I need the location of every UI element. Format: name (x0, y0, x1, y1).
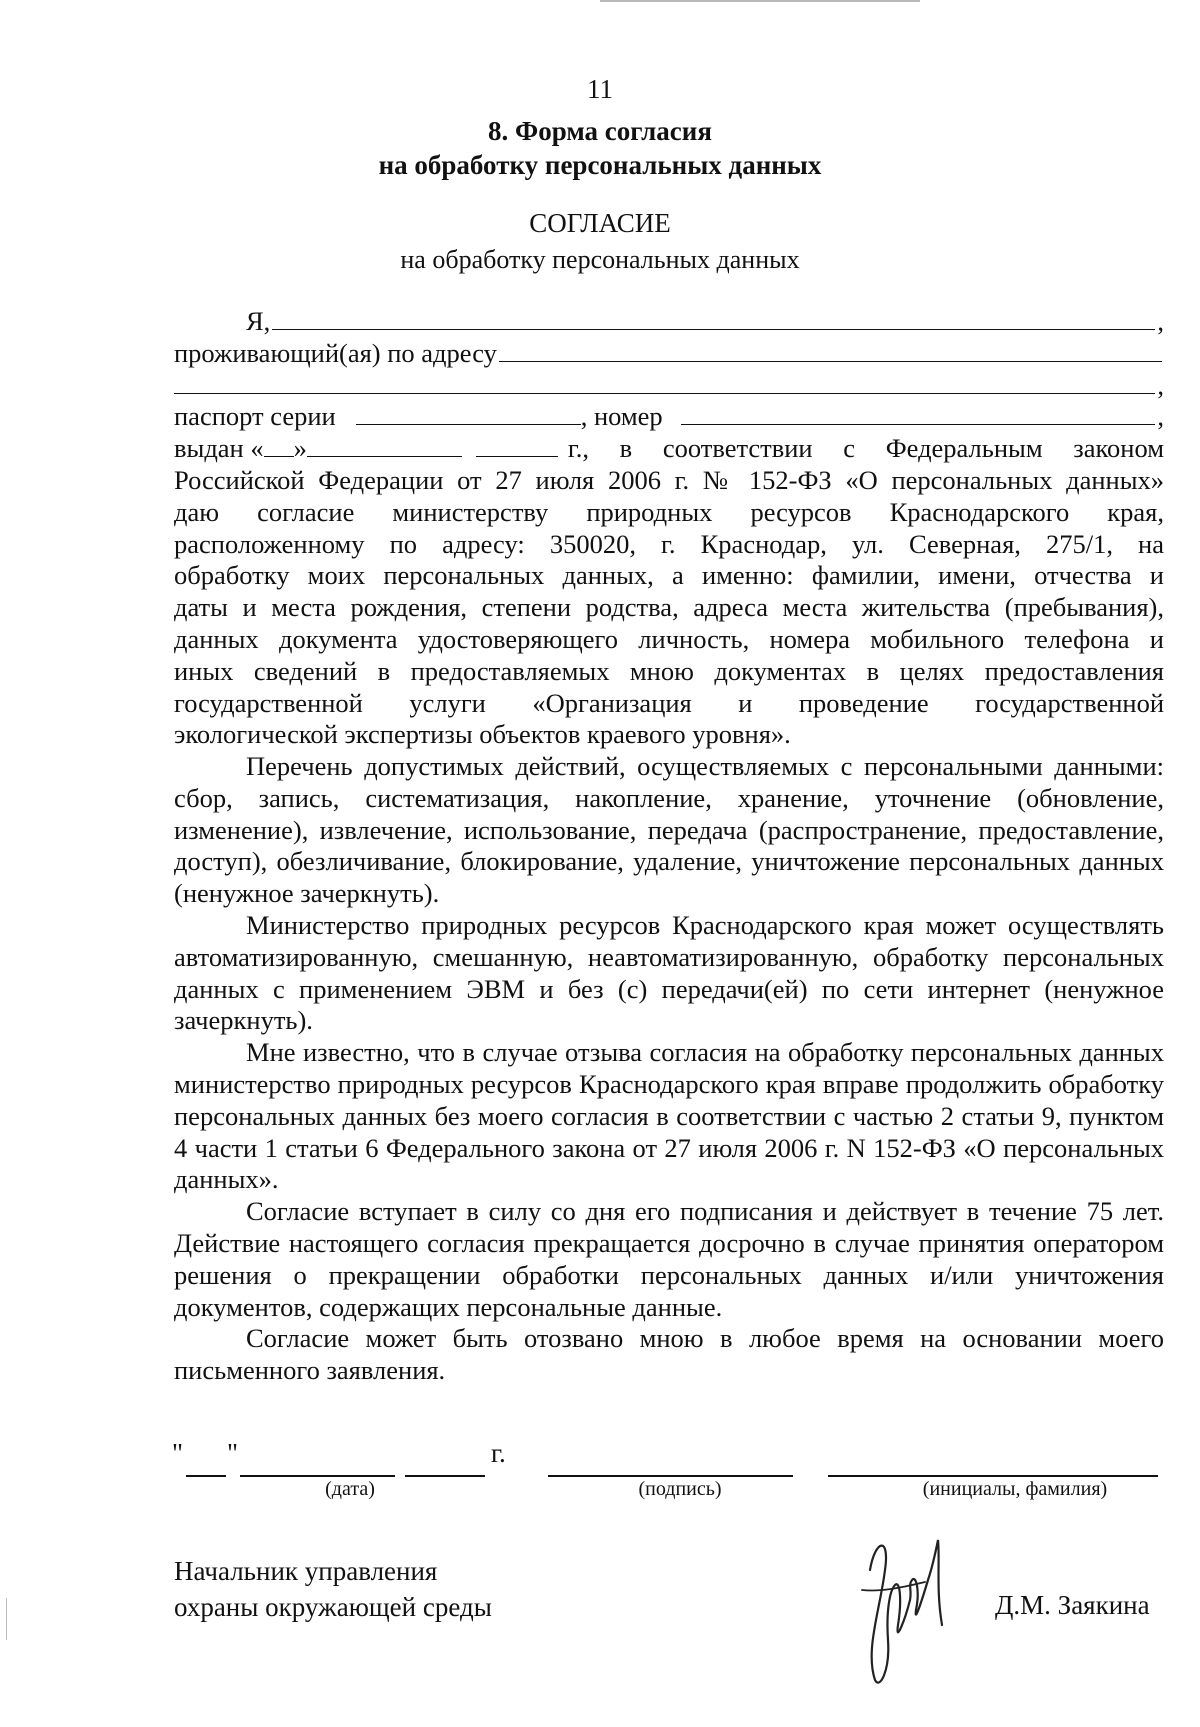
issued-day-blank[interactable] (264, 434, 294, 457)
paragraph-withdrawal: Мне известно, что в случае отзыва согласия на обработку персональных данных министерство природных ресурсов Краснодарского края вправе продолжить обработку персональных данных без моего согласия в соответствии с частью 2 статьи 9, пунктом 4 части 1 статьи 6 Федерального закона от 27 июля 2006 г. N 152-ФЗ «О персональных данных». (174, 1037, 1164, 1195)
paragraph-actions: Перечень допустимых действий, осуществляемых с персональными данными: сбор, запись, систематизация, накопление, хранение, уточнение (обновление, изменение), извлечение, использование, передача (распространение, предоставление, доступ), обезличивание, блокирование, удаление, уничтожение персональных данных (ненужное зачеркнуть). (174, 751, 1164, 909)
address-blank-2[interactable] (174, 371, 1155, 394)
paragraph-processing: Министерство природных ресурсов Краснодарского края может осуществлять автоматизированную, смешанную, неавтоматизированную, обработку персональных данных с применением ЭВМ и без (с) передачи(ей) по сети интернет (ненужное зачеркнуть). (174, 909, 1164, 1036)
year-blank[interactable] (405, 1475, 485, 1477)
document-title: СОГЛАСИЕ (529, 208, 671, 238)
date-label: (дата) (325, 1478, 375, 1500)
address-blank[interactable] (499, 339, 1162, 362)
initials-label: (инициалы, фамилия) (922, 1478, 1108, 1500)
consent-line: экологической экспертизы объектов краевого уровня». (174, 719, 791, 750)
address-line (174, 338, 1164, 370)
day-blank[interactable] (186, 1475, 226, 1477)
form-fields (174, 306, 1164, 465)
chief-title (174, 1553, 492, 1625)
year-suffix: г. (491, 1438, 506, 1468)
scan-edge-mark (6, 1598, 7, 1640)
issued-month-blank[interactable] (307, 434, 462, 457)
issued-mid: » (293, 433, 307, 464)
signature-label: (подпись) (638, 1478, 722, 1500)
address-line-2 (174, 370, 1164, 402)
initials-blank[interactable] (828, 1475, 1158, 1477)
month-blank[interactable] (240, 1475, 395, 1477)
consent-line: данных документа удостоверяющего личность, номера мобильного телефона и (174, 623, 1164, 654)
handwritten-signature-icon (850, 1530, 960, 1690)
issued-prefix: выдан « (174, 433, 264, 464)
signature-blank[interactable] (548, 1475, 793, 1477)
paragraph-consent (174, 465, 1164, 751)
date-quote-close: " (227, 1438, 239, 1468)
name-line (174, 306, 1164, 338)
ya-label: Я, (246, 306, 271, 336)
scan-edge-mark (600, 0, 920, 2)
comma: , (1157, 401, 1164, 432)
issued-rest: г., в соответствии с Федеральным законом (567, 433, 1164, 464)
full-name-blank[interactable] (272, 307, 1155, 330)
chief-title-line: охраны окружающей среды (174, 1592, 492, 1622)
consent-line: государственной услуги «Организация и проведение государственной (174, 687, 1164, 718)
paragraph-validity: Согласие вступает в силу со дня его подписания и действует в течение 75 лет. Действие настоящего согласия прекращается досрочно в случае принятия оператором решения о прекращении обработки персональных данных и/или уничтожения документов, содержащих персональные данные. (174, 1196, 1164, 1322)
passport-number-blank[interactable] (681, 402, 1156, 425)
date-quote-open: " (172, 1438, 184, 1468)
number-label: , номер (580, 401, 663, 432)
chief-title-line: Начальник управления (174, 1556, 438, 1586)
passport-series-label: паспорт серии (174, 401, 336, 432)
comma: , (1157, 369, 1164, 400)
issued-line (174, 433, 1164, 465)
consent-line: расположенному по адресу: 350020, г. Краснодар, ул. Северная, 275/1, на (174, 528, 1164, 559)
address-label: проживающий(ая) по адресу (174, 337, 497, 368)
section-title: 8. Форма согласия (488, 116, 712, 146)
consent-line: Российской Федерации от 27 июля 2006 г. № 152-ФЗ «О персональных данных» (174, 465, 1164, 495)
paragraphs (174, 751, 1164, 1387)
paragraph-revocation: Согласие может быть отозвано мною в любое время на основании моего письменного заявления. (174, 1323, 1164, 1386)
passport-series-blank[interactable] (356, 402, 581, 425)
section-subtitle: на обработку персональных данных (378, 150, 822, 180)
document-subtitle: на обработку персональных данных (400, 245, 800, 274)
page-number: 11 (587, 74, 613, 104)
comma: , (1157, 306, 1164, 336)
consent-line: обработку моих персональных данных, а именно: фамилии, имени, отчества и (174, 560, 1164, 591)
passport-line (174, 401, 1164, 433)
consent-line: даю согласие министерству природных ресурсов Краснодарского края, (174, 496, 1164, 527)
chief-name: Д.М. Заякина (995, 1590, 1150, 1620)
issued-year-blank[interactable] (476, 434, 558, 457)
consent-line: даты и места рождения, степени родства, адреса места жительства (пребывания), (174, 592, 1164, 623)
consent-line: иных сведений в предоставляемых мною документах в целях предоставления (174, 655, 1164, 686)
